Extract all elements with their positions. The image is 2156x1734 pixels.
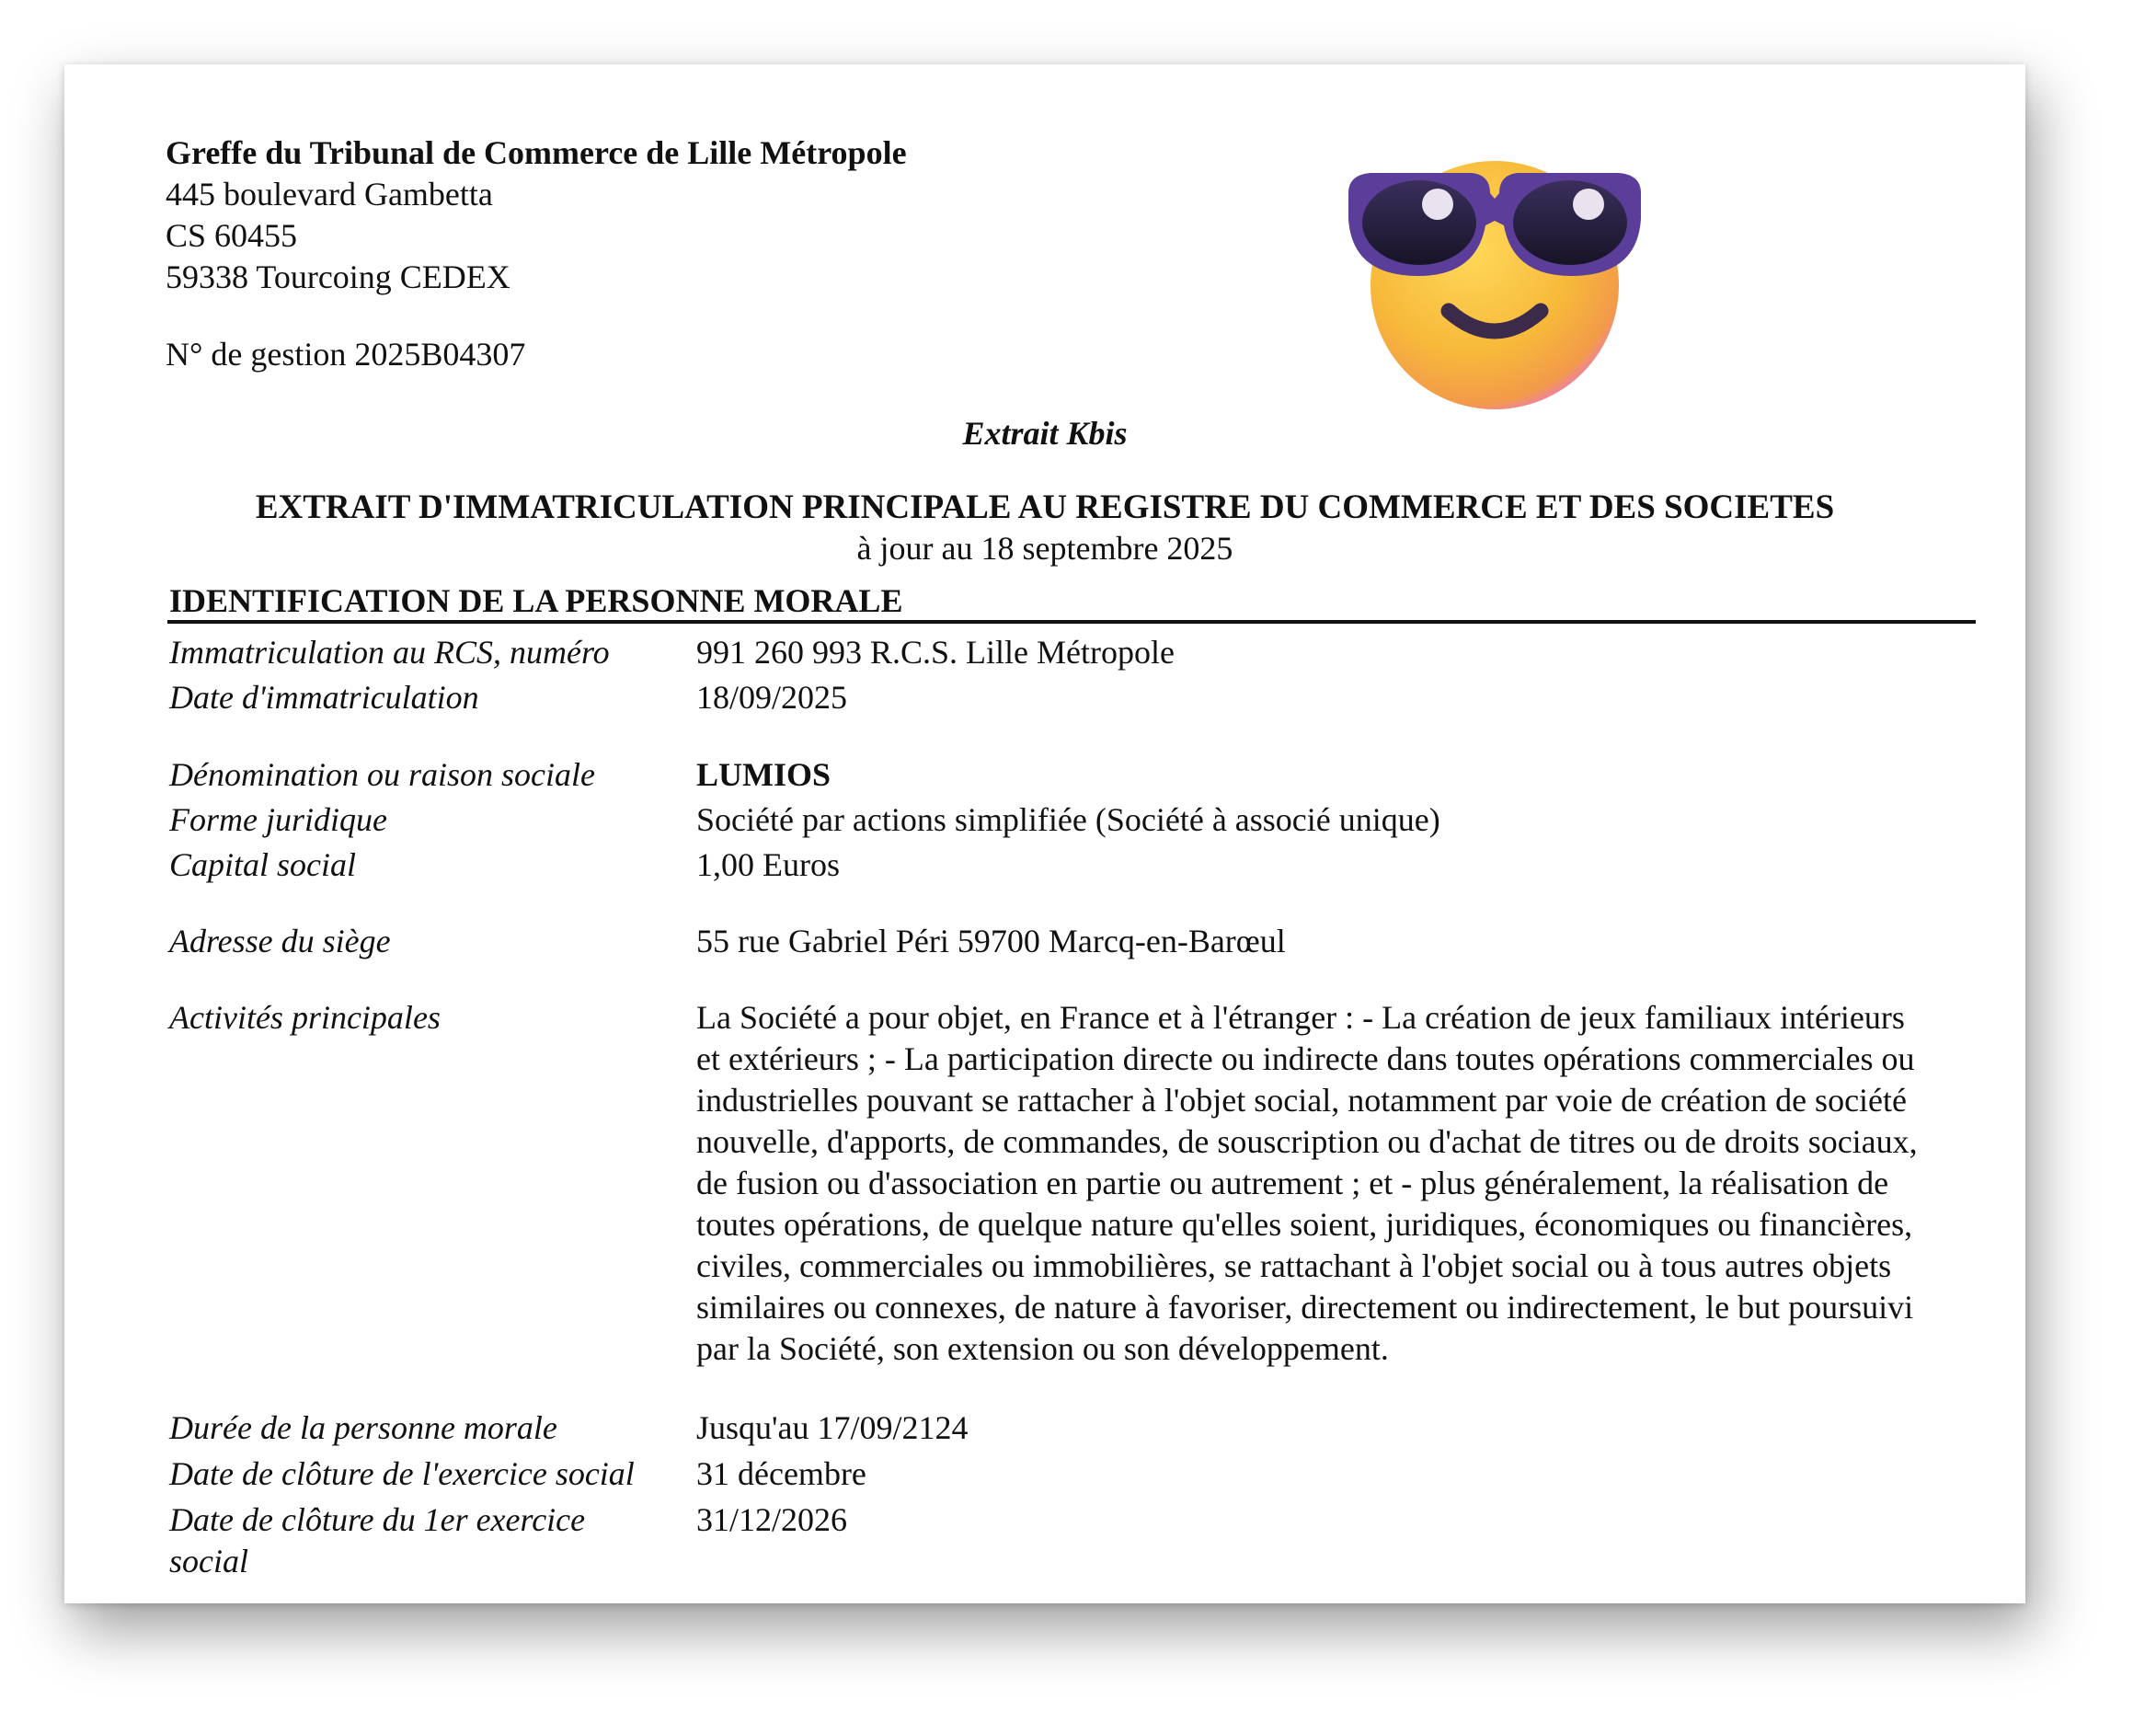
field-label-head-office-address: Adresse du siège [169, 923, 391, 959]
field-label-share-capital: Capital social [169, 846, 357, 883]
field-label-rcs-number: Immatriculation au RCS, numéro [169, 634, 610, 671]
field-value-main-activities: La Société a pour objet, en France et à l'étranger : - La création de jeux familiaux intérieurs et extérieurs ; - La participation directe ou indirecte dans toutes opérations commerciales ou industrielles pouvant se rattacher à l'objet social, notamment par voie de création de société nouvelle, d'apports, de commandes, de souscription ou d'achat de titres ou de droits sociaux, de fusion ou d'association en partie ou autrement ; et - plus généralement, la réalisation de toutes opérations, de quelque nature qu'elles soient, juridiques, économiques ou financières, civiles, commerciales ou immobilières, se rattachant à l'objet social ou à tous autres objets similaires ou connexes, de nature à favoriser, directement ou indirectement, le but poursuivi par la Société, son extension ou son développement. [696, 999, 1918, 1367]
smiling-face-with-sunglasses-icon [1343, 138, 1646, 414]
document-subtitle: à jour au 18 septembre 2025 [856, 530, 1233, 567]
court-address-line-2: CS 60455 [166, 217, 298, 254]
document-title: EXTRAIT D'IMMATRICULATION PRINCIPALE AU REGISTRE DU COMMERCE ET DES SOCIETES [255, 488, 1835, 526]
gestion-number: N° de gestion 2025B04307 [166, 336, 526, 373]
field-value-fiscal-year-end: 31 décembre [696, 1455, 866, 1492]
field-label-first-fiscal-year-end: Date de clôture du 1er exercice social [169, 1501, 586, 1579]
document-page [64, 64, 2025, 1603]
field-value-head-office-address: 55 rue Gabriel Péri 59700 Marcq-en-Barœul [696, 923, 1286, 959]
field-label-fiscal-year-end: Date de clôture de l'exercice social [169, 1455, 635, 1492]
field-value-company-name: LUMIOS [696, 756, 831, 793]
court-name: Greffe du Tribunal de Commerce de Lille Métropole [166, 134, 907, 171]
court-address-line-3: 59338 Tourcoing CEDEX [166, 258, 510, 295]
field-label-legal-form: Forme juridique [169, 801, 387, 838]
field-value-share-capital: 1,00 Euros [696, 846, 840, 883]
field-label-main-activities: Activités principales [169, 999, 441, 1036]
section-header: IDENTIFICATION DE LA PERSONNE MORALE [169, 582, 903, 619]
field-label-registration-date: Date d'immatriculation [169, 679, 479, 716]
field-value-duration: Jusqu'au 17/09/2124 [696, 1409, 969, 1446]
kbis-label: Extrait Kbis [962, 415, 1128, 452]
field-value-first-fiscal-year-end: 31/12/2026 [696, 1501, 848, 1538]
field-label-company-name: Dénomination ou raison sociale [169, 756, 595, 793]
court-address-line-1: 445 boulevard Gambetta [166, 176, 493, 212]
field-value-rcs-number: 991 260 993 R.C.S. Lille Métropole [696, 634, 1175, 671]
field-value-registration-date: 18/09/2025 [696, 679, 848, 716]
field-value-legal-form: Société par actions simplifiée (Société à associé unique) [696, 801, 1440, 838]
field-label-duration: Durée de la personne morale [169, 1409, 557, 1446]
section-divider [167, 620, 1976, 624]
letterhead [166, 132, 907, 298]
